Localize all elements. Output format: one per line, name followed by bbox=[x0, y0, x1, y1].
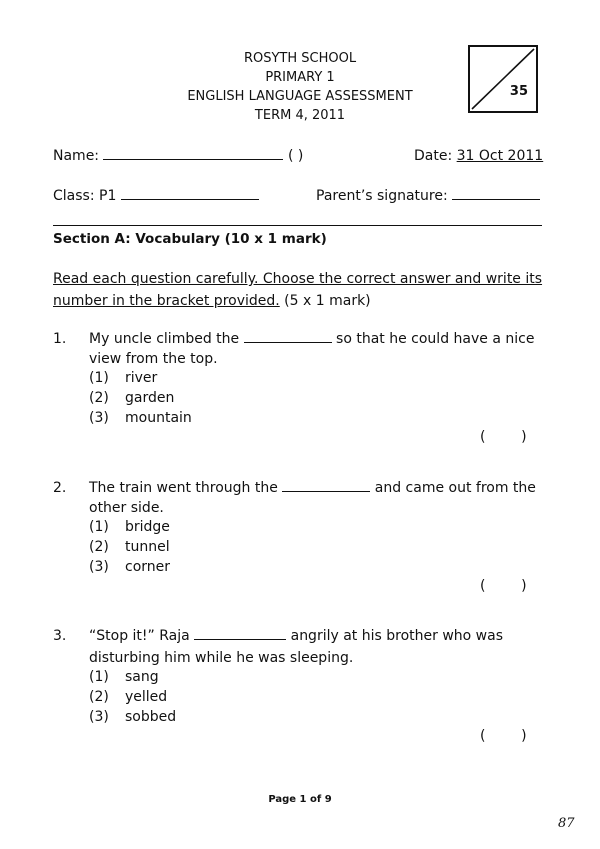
option-text: river bbox=[125, 370, 158, 386]
option-number: (1) bbox=[89, 519, 109, 535]
option-number: (1) bbox=[89, 669, 109, 685]
name-blank[interactable] bbox=[103, 159, 283, 160]
question-number: 3. bbox=[53, 628, 67, 644]
option-text: mountain bbox=[125, 410, 192, 426]
option-text: sobbed bbox=[125, 709, 177, 725]
answer-bracket[interactable]: ( ) bbox=[480, 429, 527, 445]
class-row bbox=[53, 188, 259, 204]
question-number: 2. bbox=[53, 480, 67, 496]
school-name: ROSYTH SCHOOL bbox=[243, 51, 357, 66]
option-text: yelled bbox=[125, 689, 168, 705]
parent-signature-row bbox=[316, 188, 540, 204]
option-3-3 bbox=[89, 709, 109, 725]
question-text-post: so that he could have a nice bbox=[336, 331, 535, 347]
question-line-2: disturbing him while he was sleeping. bbox=[89, 650, 354, 666]
option-text: garden bbox=[125, 390, 175, 406]
class-label: Class: P1 bbox=[53, 188, 117, 204]
section-a-title: Section A: Vocabulary (10 x 1 mark) bbox=[53, 231, 327, 247]
option-number: (2) bbox=[89, 689, 109, 705]
option-number: (2) bbox=[89, 539, 109, 555]
instruction-line-1: Read each question carefully. Choose the correct answer and write its bbox=[53, 271, 543, 287]
question-line-1 bbox=[89, 626, 503, 647]
answer-bracket[interactable]: ( ) bbox=[480, 728, 527, 744]
option-text: sang bbox=[125, 669, 159, 685]
question-number: 1. bbox=[53, 331, 67, 347]
question-line-2: view from the top. bbox=[89, 351, 218, 367]
term: TERM 4, 2011 bbox=[254, 108, 346, 123]
option-3-2 bbox=[89, 689, 109, 705]
level: PRIMARY 1 bbox=[265, 70, 335, 85]
option-1-3 bbox=[89, 410, 109, 426]
instruction-marks: (5 x 1 mark) bbox=[279, 293, 371, 309]
option-text: bridge bbox=[125, 519, 170, 535]
option-1-2 bbox=[89, 390, 109, 406]
name-row bbox=[53, 148, 303, 164]
score-box-diagonal bbox=[470, 47, 536, 111]
question-text-pre: My uncle climbed the bbox=[89, 331, 240, 347]
name-index-bracket[interactable]: ( ) bbox=[287, 148, 304, 164]
assessment-title: ENGLISH LANGUAGE ASSESSMENT bbox=[187, 89, 413, 104]
question-text-pre: “Stop it!” Raja bbox=[89, 628, 190, 644]
option-number: (3) bbox=[89, 410, 109, 426]
option-number: (2) bbox=[89, 390, 109, 406]
handwritten-page-number: 87 bbox=[558, 816, 575, 831]
question-line-1 bbox=[89, 329, 534, 350]
answer-blank[interactable] bbox=[282, 491, 370, 492]
section-a-instruction bbox=[53, 268, 553, 312]
option-number: (1) bbox=[89, 370, 109, 386]
question-line-2: other side. bbox=[89, 500, 164, 516]
option-text: corner bbox=[125, 559, 171, 575]
date-label: Date: bbox=[414, 148, 453, 164]
name-label: Name: bbox=[53, 148, 100, 164]
question-text-post: and came out from the bbox=[374, 480, 536, 496]
date-row bbox=[414, 148, 543, 164]
option-number: (3) bbox=[89, 559, 109, 575]
page-footer: Page 1 of 9 bbox=[268, 794, 332, 805]
option-number: (3) bbox=[89, 709, 109, 725]
date-value: 31 Oct 2011 bbox=[456, 148, 544, 164]
answer-bracket[interactable]: ( ) bbox=[480, 578, 527, 594]
parent-signature-blank[interactable] bbox=[452, 199, 540, 200]
option-2-3 bbox=[89, 559, 109, 575]
class-blank[interactable] bbox=[121, 199, 259, 200]
score-total: 35 bbox=[509, 84, 528, 99]
option-text: tunnel bbox=[125, 539, 170, 555]
divider bbox=[53, 225, 542, 226]
answer-blank[interactable] bbox=[244, 342, 332, 343]
parent-signature-label: Parent’s signature: bbox=[316, 188, 448, 204]
option-1-1 bbox=[89, 370, 109, 386]
option-2-2 bbox=[89, 539, 109, 555]
question-line-1 bbox=[89, 478, 536, 499]
instruction-line-2: number in the bracket provided. bbox=[53, 293, 280, 309]
answer-blank[interactable] bbox=[194, 639, 286, 640]
score-box bbox=[468, 45, 538, 113]
option-3-1 bbox=[89, 669, 109, 685]
question-text-post: angrily at his brother who was bbox=[290, 628, 503, 644]
option-2-1 bbox=[89, 519, 109, 535]
question-text-pre: The train went through the bbox=[89, 480, 278, 496]
